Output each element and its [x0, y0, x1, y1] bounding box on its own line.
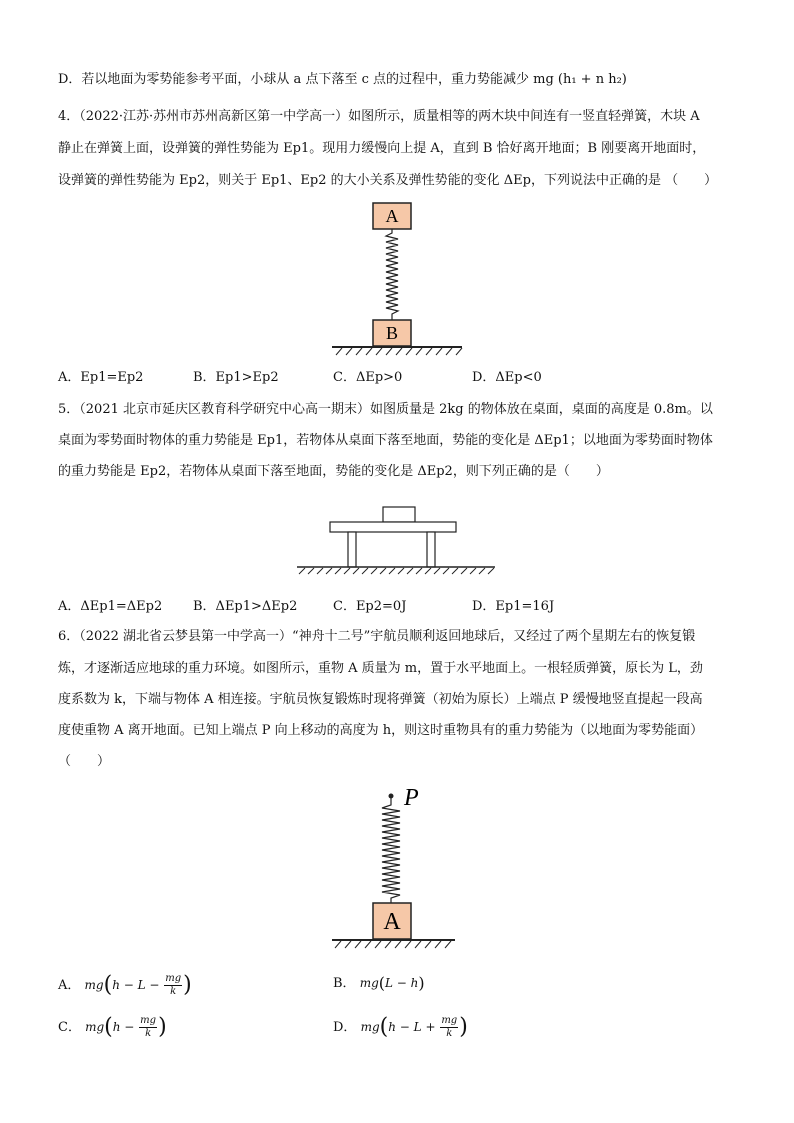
q6-stem-line1: 6．（2022 湖北省云梦县第一中学高一）“神舟十二号”宇航员顺利返回地球后，又经过了两个星期左右的恢复锻 [58, 629, 696, 644]
q6-option-a-prefix: A． [58, 978, 81, 993]
q6-block-a-label: A [383, 909, 401, 935]
q4-stem-line1: 4．（2022·江苏·苏州市苏州高新区第一中学高一）如图所示，质量相等的两木块中间连有一竖直轻弹簧，木块 A [58, 109, 700, 124]
q6-option-c [58, 1015, 167, 1040]
q5-option-d: D．Ep1=16J [472, 599, 555, 614]
q4-spring [386, 229, 398, 320]
q5-stem-line1: 5．（2021 北京市延庆区教育科学研究中心高一期末）如图质量是 2kg 的物体放在桌面，桌面的高度是 0.8m。以 [58, 402, 713, 417]
q3-option-d: D．若以地面为零势能参考平面，小球从 a 点下落至 c 点的过程中，重力势能减少 mg (h₁ + n h₂) [58, 72, 627, 87]
q6-option-b-prefix: B． [333, 976, 356, 991]
q5-option-c: C．Ep2=0J [333, 599, 407, 614]
q6-option-a-expr: mg(h − L − $\frac{mg}{k}$ ) [84, 972, 192, 998]
q6-option-b-expr: mg(L − h) [359, 973, 425, 993]
q5-option-b: B．ΔEp1>ΔEp2 [193, 599, 298, 614]
q6-option-c-expr: mg(h − $\frac{mg}{k}$ ) [85, 1014, 167, 1040]
q6-point-p [389, 794, 394, 799]
q6-point-p-label: P [404, 785, 419, 811]
q4-stem-line3: 设弹簧的弹性势能为 Ep2，则关于 Ep1、Ep2 的大小关系及弹性势能的变化 ΔEp，下列说法中正确的是 （ ） [58, 173, 718, 188]
q6-spring [382, 798, 400, 903]
q6-option-d-prefix: D． [333, 1020, 357, 1035]
q4-option-d: D．ΔEp<0 [472, 370, 542, 385]
q5-table-figure [295, 505, 500, 580]
q6-stem-line4: 度使重物 A 离开地面。已知上端点 P 向上移动的高度为 h，则这时重物具有的重力势能为（以地面为零势能面） [58, 723, 704, 738]
q5-tabletop [330, 522, 456, 532]
q6-option-d [333, 1015, 468, 1040]
q6-option-c-prefix: C． [58, 1020, 81, 1035]
q4-option-b: B．Ep1>Ep2 [193, 370, 279, 385]
q6-option-b [333, 973, 425, 994]
q4-option-c: C．ΔEp>0 [333, 370, 403, 385]
q5-object [383, 507, 415, 522]
q6-spring-figure [330, 783, 460, 958]
q4-block-b-label: B [385, 323, 399, 343]
q6-stem-line2: 炼，才逐渐适应地球的重力环境。如图所示，重物 A 质量为 m，置于水平地面上。一根轻质弹簧，原长为 L，劲 [58, 661, 703, 676]
q6-stem-line5: （ ） [58, 754, 111, 769]
q5-stem-line2: 桌面为零势面时物体的重力势能是 Ep1，若物体从桌面下落至地面，势能的变化是 ΔEp1；以地面为零势面时物体 [58, 433, 713, 448]
q4-stem-line2: 静止在弹簧上面，设弹簧的弹性势能为 Ep1。现用力缓慢向上提 A，直到 B 恰好离开地面；B 刚要离开地面时， [58, 141, 706, 156]
q5-table-leg-left [348, 532, 356, 567]
q6-option-a [58, 973, 192, 998]
q6-option-d-expr: mg(h − L + $\frac{mg}{k}$ ) [360, 1014, 468, 1040]
q5-stem-line3: 的重力势能是 Ep2，若物体从桌面下落至地面，势能的变化是 ΔEp2，则下列正确的是（ ） [58, 464, 609, 479]
q5-table-leg-right [427, 532, 435, 567]
q4-spring-blocks-figure [330, 200, 465, 360]
q6-stem-line3: 度系数为 k，下端与物体 A 相连接。宇航员恢复锻炼时现将弹簧（初始为原长）上端点 P 缓慢地竖直提起一段高 [58, 692, 703, 707]
q4-block-a-label: A [385, 206, 399, 226]
q4-option-a: A．Ep1=Ep2 [58, 370, 144, 385]
q5-option-a: A．ΔEp1=ΔEp2 [58, 599, 163, 614]
